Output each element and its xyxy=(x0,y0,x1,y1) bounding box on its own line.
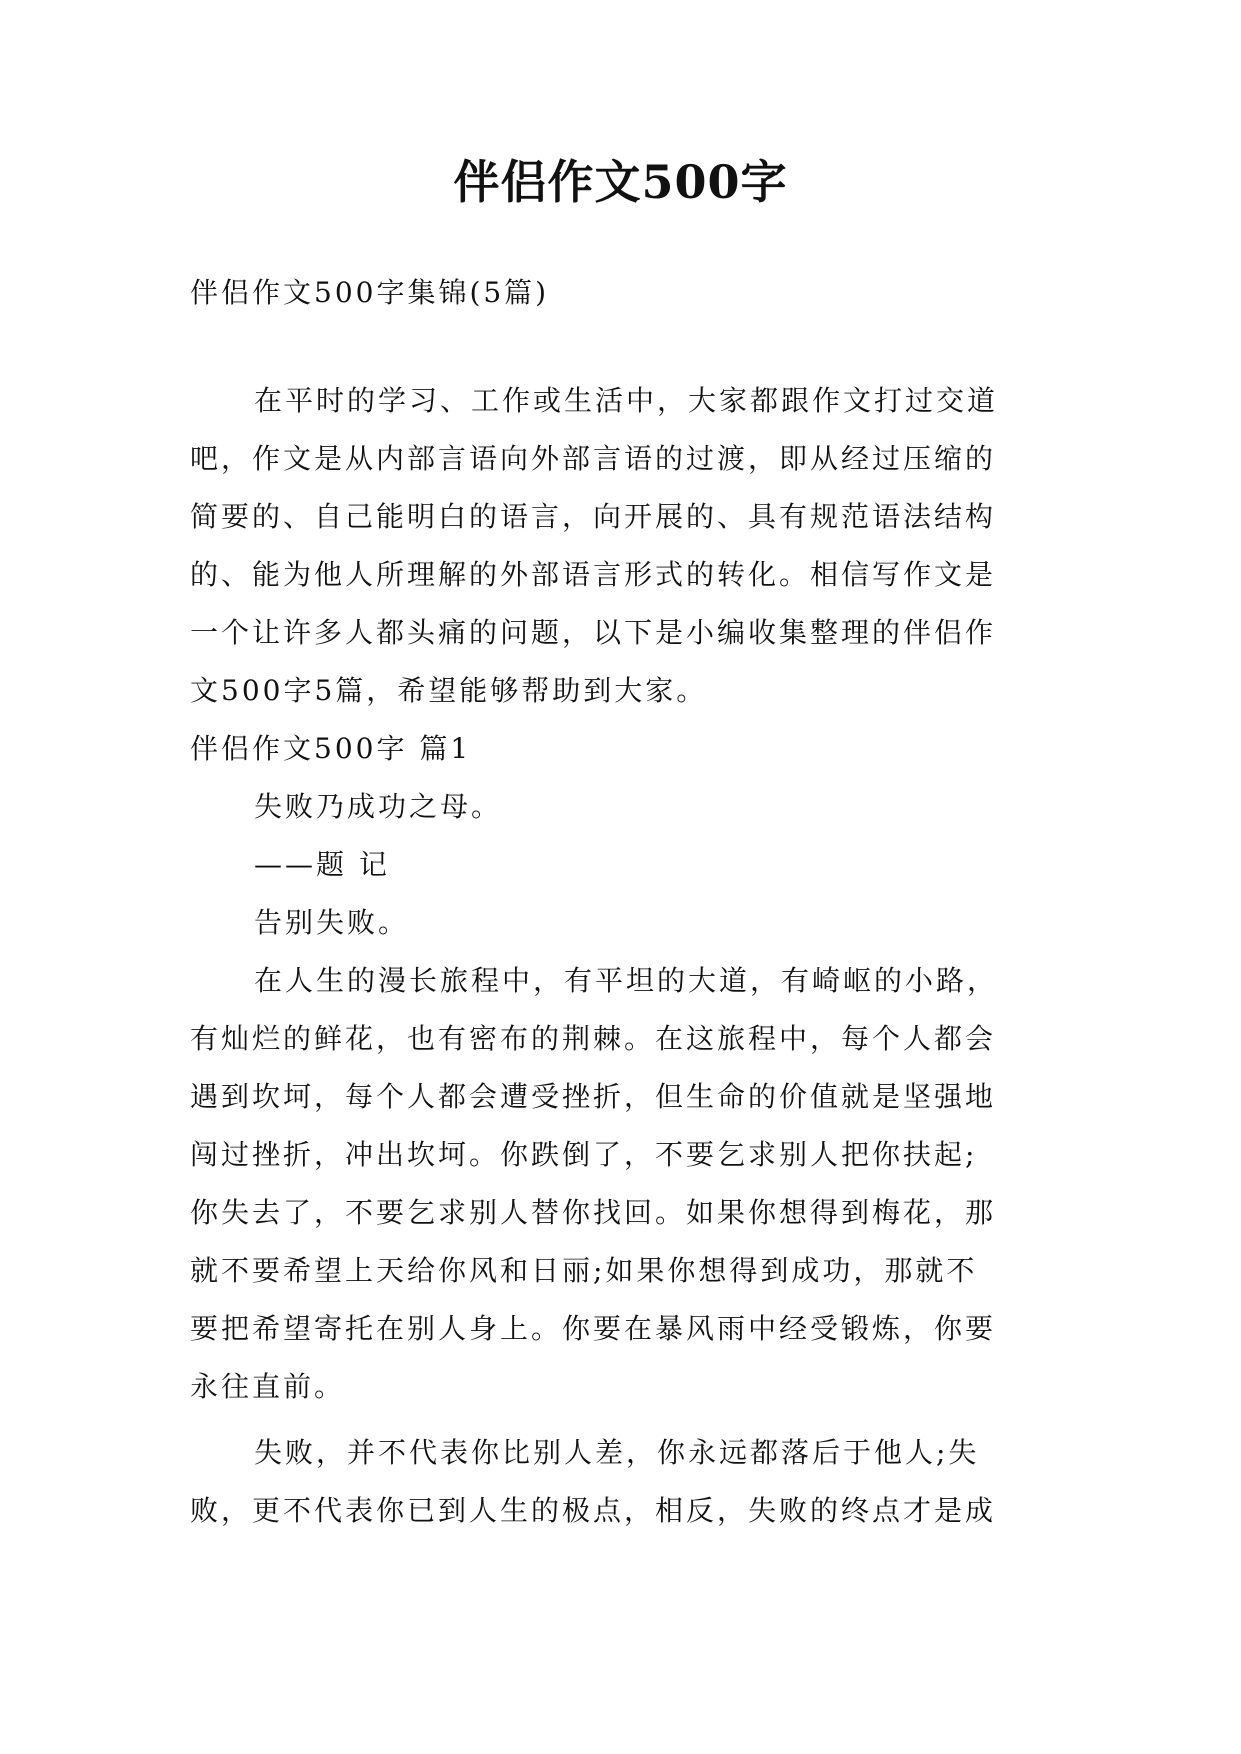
paragraph-line: 在人生的漫长旅程中，有平坦的大道，有崎岖的小路， xyxy=(254,964,999,997)
document-title: 伴侣作文500字 xyxy=(453,155,788,209)
paragraph-line: 有灿烂的鲜花，也有密布的荆棘。在这旅程中，每个人都会 xyxy=(190,1022,997,1055)
body-paragraph-2 xyxy=(190,1424,1052,1540)
intro-line: 一个让许多人都头痛的问题，以下是小编收集整理的伴侣作 xyxy=(190,616,997,649)
paragraph-line: 要把希望寄托在别人身上。你要在暴风雨中经受锻炼，你要 xyxy=(190,1312,997,1345)
paragraph-line: 遇到坎坷，每个人都会遭受挫折，但生命的价值就是坚强地 xyxy=(190,1080,997,1113)
paragraph-line: 你失去了，不要乞求别人替你找回。如果你想得到梅花，那 xyxy=(190,1196,997,1229)
section-heading: 伴侣作文500字 篇1 xyxy=(190,732,472,765)
spacer xyxy=(190,1416,1052,1424)
intro-line: 吧，作文是从内部言语向外部言语的过渡，即从经过压缩的 xyxy=(190,442,997,475)
intro-line: 的、能为他人所理解的外部语言形式的转化。相信写作文是 xyxy=(190,558,997,591)
document-body xyxy=(190,264,1052,1540)
intro-line: 简要的、自己能明白的语言，向开展的、具有规范语法结构 xyxy=(190,500,997,533)
epigraph-note: ——题 记 xyxy=(254,848,390,881)
paragraph-line: 就不要希望上天给你风和日丽;如果你想得到成功，那就不 xyxy=(190,1254,978,1287)
paragraph-line: 败，更不代表你已到人生的极点，相反，失败的终点才是成 xyxy=(190,1494,997,1527)
epigraph: 失败乃成功之母。 xyxy=(254,790,503,823)
farewell-line: 告别失败。 xyxy=(254,906,410,939)
paragraph-line: 失败，并不代表你比别人差，你永远都落后于他人;失 xyxy=(254,1436,980,1469)
intro-line: 文500字5篇，希望能够帮助到大家。 xyxy=(190,674,708,707)
spacer xyxy=(190,322,1052,372)
intro-line: 在平时的学习、工作或生活中，大家都跟作文打过交道 xyxy=(254,384,999,417)
paragraph-line: 闯过挫折，冲出坎坷。你跌倒了，不要乞求别人把你扶起; xyxy=(190,1138,978,1171)
paragraph-line: 永往直前。 xyxy=(190,1370,346,1403)
document-subtitle: 伴侣作文500字集锦(5篇) xyxy=(190,276,550,309)
intro-paragraph xyxy=(190,372,1052,720)
body-paragraph-1 xyxy=(190,952,1052,1416)
